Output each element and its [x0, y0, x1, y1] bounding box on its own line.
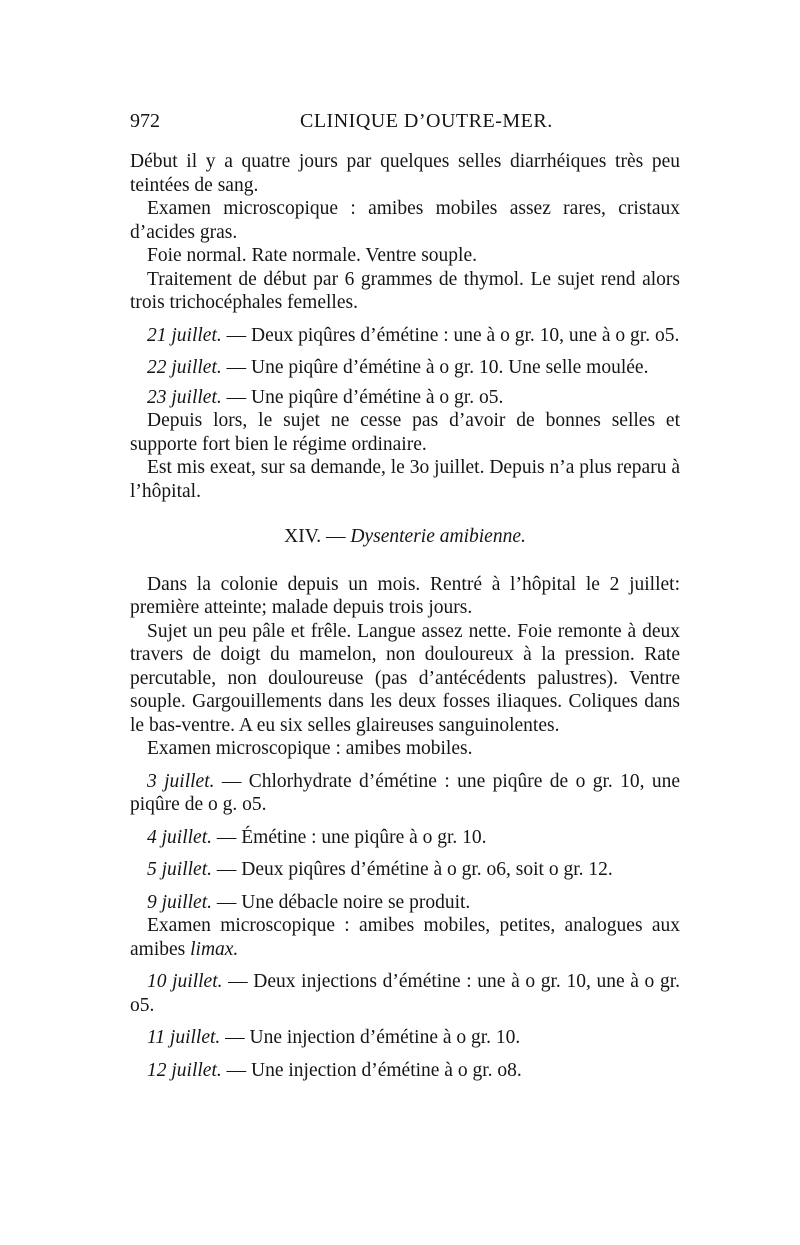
dated-entry: [130, 386, 680, 410]
page-number: 972: [130, 110, 160, 132]
entry-date: 12 juillet.: [147, 1059, 222, 1081]
dated-entry: [130, 826, 680, 850]
paragraph: Sujet un peu pâle et frêle. Langue assez nette. Foie remonte à deux travers de doigt du mamelon, non douloureux à la pression. Rate percutable, non douloureuse (pas d’antécédents palustres). Ventre souple. Gargouillements dans les deux fosses iliaques. Coliques dans le bas-ventre. A eu six selles glaireuses sanguinolentes.: [130, 620, 680, 736]
entry-date: 4 juillet.: [147, 826, 212, 848]
entry-text: — Deux injections d’émétine : une à o gr. 10, une à o gr. o5.: [130, 971, 680, 1016]
dated-entry: [130, 858, 680, 882]
paragraph-text: Examen microscopique : amibes mobiles, petites, analogues aux amibes: [130, 915, 680, 960]
paragraph: Traitement de début par 6 grammes de thymol. Le sujet rend alors trois trichocéphales femelles.: [130, 268, 680, 313]
entry-text: — Une injection d’émétine à o gr. 10.: [220, 1027, 521, 1048]
entry-text: — Une piqûre d’émétine à o gr. o5.: [221, 386, 504, 408]
paragraph: Est mis exeat, sur sa demande, le 3o juillet. Depuis n’a plus reparu à l’hôpital.: [130, 457, 680, 502]
entry-text: — Une injection d’émétine à o gr. o8.: [221, 1059, 522, 1081]
entry-date: 21 juillet.: [147, 324, 222, 346]
entry-date: 9 juillet.: [147, 891, 212, 913]
paragraph: Examen microscopique : amibes mobiles assez rares, cristaux d’acides gras.: [130, 198, 680, 243]
section-title: Dysenterie amibienne.: [350, 526, 526, 547]
entry-text: — Deux piqûres d’émétine : une à o gr. 10, une à o gr. o5.: [221, 324, 680, 346]
entry-text: — Émétine : une piqûre à o gr. 10.: [212, 826, 487, 848]
entry-text: — Une piqûre d’émétine à o gr. 10. Une selle moulée.: [221, 357, 649, 378]
dated-entry: [130, 770, 680, 817]
dated-entry: [130, 324, 680, 348]
paragraph-emphasis: limax.: [190, 938, 239, 960]
paragraph: Depuis lors, le sujet ne cesse pas d’avoir de bonnes selles et supporte fort bien le régime ordinaire.: [130, 410, 680, 455]
paragraph: Foie normal. Rate normale. Ventre souple.: [147, 245, 477, 266]
entry-date: 22 juillet.: [147, 357, 222, 378]
paragraph: [130, 914, 680, 961]
entry-date: 5 juillet.: [147, 859, 212, 880]
paragraph: Dans la colonie depuis un mois. Rentré à l’hôpital le 2 juillet: première atteinte; malade depuis trois jours.: [130, 573, 680, 618]
dated-entry: [130, 970, 680, 1017]
paragraph: Début il y a quatre jours par quelques selles diarrhéiques très peu teintées de sang.: [130, 151, 680, 196]
section-heading: [130, 525, 680, 549]
page-body: [130, 150, 680, 1082]
entry-date: 3 juillet.: [147, 770, 215, 792]
paragraph: Examen microscopique : amibes mobiles.: [147, 738, 473, 759]
running-title: CLINIQUE D’OUTRE-MER.: [300, 110, 553, 132]
entry-text: — Chlorhydrate d’émétine : une piqûre de o gr. 10, une piqûre de o g. o5.: [130, 770, 681, 815]
dated-entry: [130, 1026, 680, 1050]
dated-entry: [130, 356, 680, 380]
dated-entry: [130, 1059, 680, 1083]
entry-date: 11 juillet.: [147, 1027, 221, 1048]
page-header: [130, 110, 680, 140]
entry-text: — Une débacle noire se produit.: [212, 891, 471, 913]
entry-date: 23 juillet.: [147, 386, 222, 408]
dated-entry: [130, 891, 680, 915]
section-number: XIV. —: [284, 526, 351, 547]
entry-date: 10 juillet.: [147, 971, 223, 992]
entry-text: — Deux piqûres d’émétine à o gr. o6, soit o gr. 12.: [212, 859, 613, 880]
